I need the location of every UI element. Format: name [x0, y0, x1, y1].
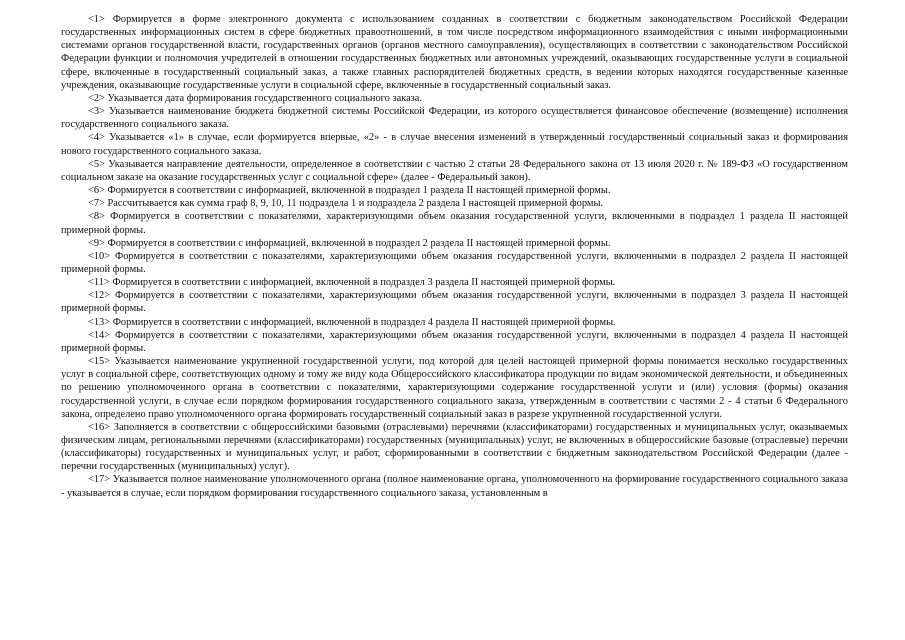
footnote-10: <10> Формируется в соответствии с показателями, характеризующими объем оказания государственной услуги, включенными в подраздел 2 раздела II настоящей примерной формы. [61, 250, 848, 275]
footnote-3: <3> Указывается наименование бюджета бюджетной системы Российской Федерации, из которого осуществляется финансовое обеспечение (возмещение) исполнения государственного социального заказа. [61, 106, 848, 131]
footnote-16: <16> Заполняется в соответствии с общероссийскими базовыми (отраслевыми) перечнями (классификаторами) государственных и муниципальных услуг, оказываемых физическим лицам, региональными перечнями (классификаторами) государственных (муниципальных) услуг, не включенных в общероссийские базовые (отраслевые) перечни (классификаторы) государственных и муниципальных услуг, и работ, сформированными в соответствии с бюджетным законодательством Российской Федерации (далее - перечни государственных (муниципальных) услуг). [61, 421, 848, 473]
footnote-14: <14> Формируется в соответствии с показателями, характеризующими объем оказания государственной услуги, включенными в подраздел 4 раздела II настоящей примерной формы. [61, 329, 848, 354]
footnote-2: <2> Указывается дата формирования государственного социального заказа. [88, 92, 422, 104]
footnote-13: <13> Формируется в соответствии с информацией, включенной в подраздел 4 раздела II настоящей примерной формы. [88, 316, 616, 328]
footnote-15: <15> Указывается наименование укрупненной государственной услуги, под которой для целей настоящей примерной формы понимается несколько государственных услуг в социальной сфере, соответствующих одному и тому же виду кода Общероссийского классификатора продукции по видам экономической деятельности, и объединенных по решению уполномоченного органа в соответствии с показателями, характеризующими содержание государственной услуги и (или) условия (формы) оказания государственной услуги, в случае если порядком формирования государственного социального заказа, утвержденным в соответствии с частями 2 - 4 статьи 6 Федерального закона, определено право уполномоченного органа формировать государственный социальный заказ в разрезе укрупненной государственной услуги. [61, 356, 848, 420]
footnote-11: <11> Формируется в соответствии с информацией, включенной в подраздел 3 раздела II настоящей примерной формы. [88, 277, 616, 289]
footnote-1: <1> Формируется в форме электронного документа с использованием созданных в соответствии с бюджетным законодательством Российской Федерации государственных информационных систем в сфере бюджетных правоотношений, в том числе посредством информационного взаимодействия с иными информационными системами органов государственной власти, государственных органов (органов местного самоуправления), осуществляющих в соответствии с законодательством Российской Федерации функции и полномочия учредителей в отношении государственных бюджетных или автономных учреждений, оказывающих государственные услуги в социальной сфере, включенные в государственный социальный заказ, а также главных распорядителей бюджетных средств, в ведении которых находятся государственные казенные учреждения, оказывающие государственные услуги в социальной сфере, включенные в государственный социальный заказ. [61, 14, 848, 91]
footnote-6: <6> Формируется в соответствии с информацией, включенной в подраздел 1 раздела II настоящей примерной формы. [88, 185, 611, 197]
footnote-12: <12> Формируется в соответствии с показателями, характеризующими объем оказания государственной услуги, включенными в подраздел 3 раздела II настоящей примерной формы. [61, 290, 848, 315]
document-page [61, 13, 848, 500]
footnote-4: <4> Указывается «1» в случае, если формируется впервые, «2» - в случае внесения изменений в утвержденный государственный социальный заказ и формирования нового государственного социального заказа. [61, 132, 848, 157]
footnote-7: <7> Рассчитывается как сумма граф 8, 9, 10, 11 подраздела 1 и подраздела 2 раздела I настоящей примерной формы. [88, 198, 604, 210]
footnote-5: <5> Указывается направление деятельности, определенное в соответствии с частью 2 статьи 28 Федерального закона от 13 июля 2020 г. № 189-ФЗ «О государственном социальном заказе на оказание государственных услуг с социальной сфере» (далее - Федеральный закон). [61, 158, 848, 183]
footnote-8: <8> Формируется в соответствии с показателями, характеризующими объем оказания государственной услуги, включенными в подраздел 1 раздела II настоящей примерной формы. [61, 211, 848, 236]
footnote-9: <9> Формируется в соответствии с информацией, включенной в подраздел 2 раздела II настоящей примерной формы. [88, 237, 611, 249]
footnote-17: <17> Указывается полное наименование уполномоченного органа (полное наименование органа, уполномоченного на формирование государственного социального заказа - указывается в случае, если порядком формирования государственного социального заказа, установленным в [61, 474, 848, 499]
